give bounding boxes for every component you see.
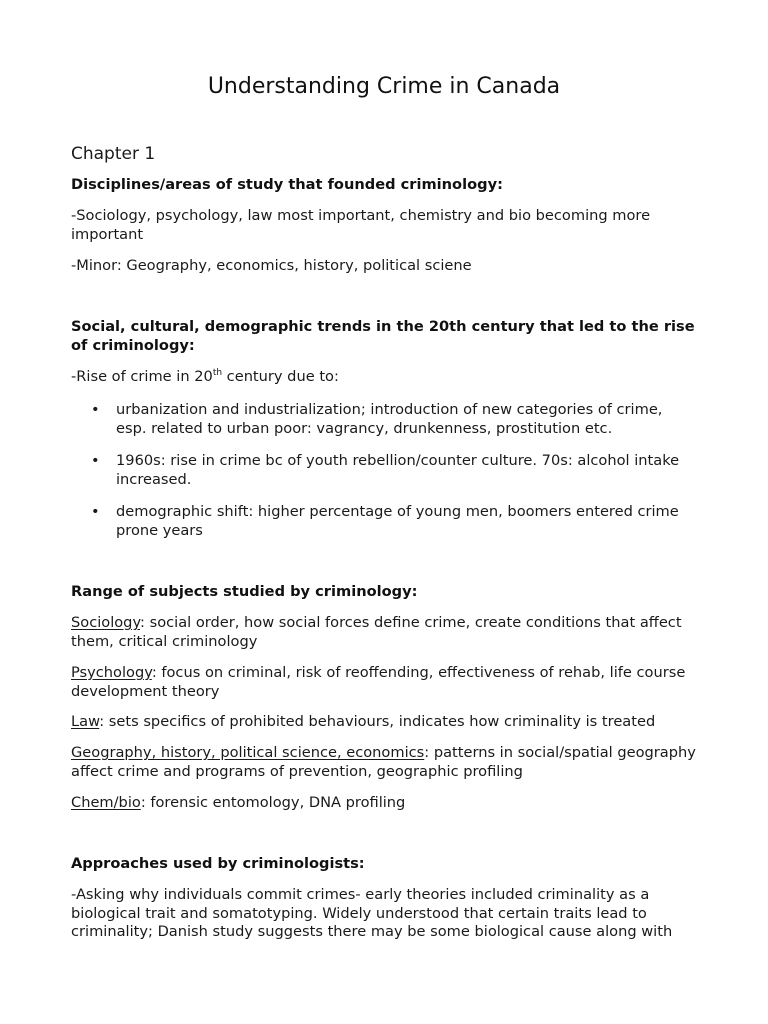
subject-description: : patterns in social/spatial geography affect crime and programs of prevention, geographic profiling: [71, 744, 696, 780]
section-heading-subjects: Range of subjects studied by criminology:: [71, 583, 418, 600]
subject-term: Sociology: [71, 614, 141, 631]
chapter-heading: Chapter 1: [71, 144, 156, 164]
subject-sociology: [71, 614, 711, 651]
paragraph-major-disciplines: -Sociology, psychology, law most important, chemistry and bio becoming more important: [71, 207, 651, 243]
paragraph-approaches: -Asking why individuals commit crimes- early theories included criminality as a biological trait and somatotyping. Widely understood that certain traits lead to criminality; Danish study suggests there may be some biological cause along with: [71, 886, 673, 940]
section-heading-approaches: Approaches used by criminologists:: [71, 855, 365, 872]
list-item-text: demographic shift: higher percentage of young men, boomers entered crime prone years: [116, 503, 679, 539]
list-item-text: urbanization and industrialization; introduction of new categories of crime, esp. related to urban poor: vagrancy, drunkenness, prostitution etc.: [116, 401, 663, 437]
bullet-icon: •: [91, 401, 100, 418]
subject-description: : social order, how social forces define crime, create conditions that affect them, critical criminology: [71, 614, 682, 650]
bullet-icon: •: [91, 503, 100, 520]
subject-psychology: [71, 664, 711, 701]
subject-term: Law: [71, 713, 100, 730]
paragraph-rise-of-crime: [71, 368, 711, 387]
document-title: Understanding Crime in Canada: [207, 74, 561, 99]
subject-term: Geography, history, political science, economics: [71, 744, 425, 761]
ordinal-suffix: th: [212, 368, 223, 378]
subject-description: : forensic entomology, DNA profiling: [140, 794, 406, 811]
subject-term: Chem/bio: [71, 794, 141, 811]
subject-description: : sets specifics of prohibited behaviours, indicates how criminality is treated: [99, 713, 656, 730]
subject-description: : focus on criminal, risk of reoffending, effectiveness of rehab, life course development theory: [71, 664, 686, 700]
rise-text-start: -Rise of crime in 20: [71, 368, 213, 385]
subject-law: [71, 713, 711, 732]
subject-geography: [71, 744, 711, 781]
list-item-text: 1960s: rise in crime bc of youth rebellion/counter culture. 70s: alcohol intake increased.: [116, 452, 680, 488]
section-heading-disciplines: Disciplines/areas of study that founded criminology:: [71, 176, 503, 193]
paragraph-minor-disciplines: -Minor: Geography, economics, history, political sciene: [71, 257, 472, 274]
subject-chem-bio: [71, 794, 711, 813]
section-heading-trends: Social, cultural, demographic trends in the 20th century that led to the rise of criminology:: [71, 318, 695, 354]
subject-term: Psychology: [71, 664, 152, 681]
rise-text-end: century due to:: [222, 368, 339, 385]
bullet-icon: •: [91, 452, 100, 469]
